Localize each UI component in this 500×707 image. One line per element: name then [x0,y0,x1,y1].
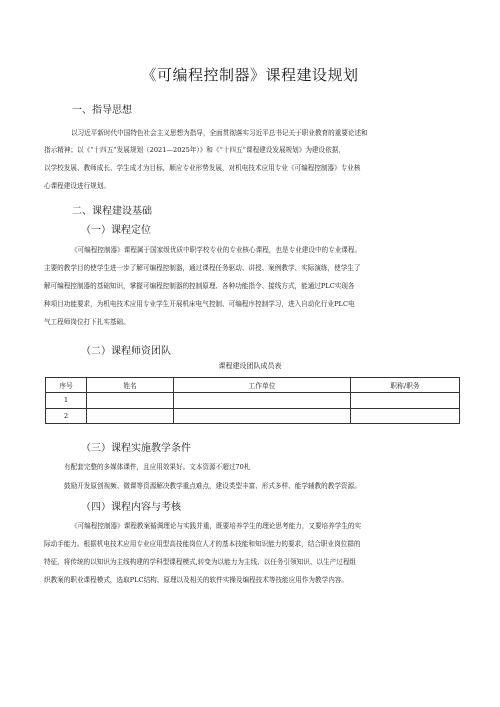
paragraph-line: 织教案的职业课程模式，选取PLC结构、原理以及相关的软件实操及编程技术等技能应用作为教学内容。 [44,576,348,584]
paragraph-line: 鼓励开发原创视频、微课等资源解决教学重点难点，建设类型丰富、形式多样、能学辅教的教学资源。 [64,482,361,490]
table-cell [174,393,351,409]
table-row [46,393,460,409]
table-cell [174,408,351,424]
table-cell [351,393,460,409]
subsection-heading-content-assessment: （四）课程内容与考核 [81,502,181,513]
table-row [46,408,460,424]
section-heading-course-foundation: 二、课程建设基础 [72,206,152,217]
paragraph-line: 特征，将传统的以知识为主线构建的学科型课程模式,转变为以能力为主线、以任务引领知识、以生产过程组 [44,558,357,566]
table-header-cell: 姓名 [87,378,174,393]
team-members-table [45,377,460,424]
paragraph-line: 心课程建设进行规划。 [44,182,110,190]
paragraph-line: 解可编程控制器的基础知识，掌握可编程控制器的控制原理、各种功能指令、接线方式，能通过PLC实现各 [44,282,355,290]
table-header-cell: 工作单位 [174,378,351,393]
paragraph-line: 《可编程控制器》课程属于国家级优质中职学校专业的专业核心课程，也是专业建设中的专业课程。 [71,246,362,254]
paragraph-line: 主要的教学目的使学生进一步了解可编程控制器，通过课程任务驱动、讲授、案例教学、实际演练，使学生了 [44,264,361,272]
table-header-row [46,378,460,393]
table-cell: 1 [46,393,87,409]
paragraph-line: 《可编程控制器》课程教案循调理论与实践并重，既要培养学生的理论思考能力，又要培养学生的实 [71,522,362,530]
table-cell [351,408,460,424]
subsection-heading-positioning: （一）课程定位 [81,225,151,236]
paragraph-line: 种项目功能要求，为机电技术应用专业学生开展机床电气控制、可编程序控制学习，进入自动化行业PLC电 [44,300,355,308]
table-cell [87,408,174,424]
table-caption: 课程建设团队成员表 [218,362,282,370]
paragraph-line: 以学校发展、教师成长、学生成才为目标，顺应专业形势发展，对机电技术应用专业《可编程控制器》专业核 [44,164,361,172]
paragraph-line: 际动手能力。根据机电技术应用专业应用型高技能岗位人才的基本技能和知识能力的要求，结合职业岗位群的 [44,540,361,548]
paragraph-line: 气工程师岗位打下扎实基础。 [44,318,130,326]
table-header-cell: 职称/职务 [351,378,460,393]
document-title: 《可编程控制器》课程建设规划 [141,66,359,84]
paragraph-line: 指示精神；以《“十四五”发展规划（2021—2025年）》和《“十四五”课程建设发展规划》为建设依据， [44,146,345,154]
subsection-heading-teaching-conditions: （三）课程实施教学条件 [81,443,191,454]
subsection-heading-teaching-team: （二）课程师资团队 [81,346,171,357]
paragraph-line: 有配套完整的多媒体课件，且应用效果好。文本资源不超过70札 [64,463,251,471]
table-cell: 2 [46,408,87,424]
table-header-cell: 序号 [46,378,87,393]
paragraph-line: 以习近平新时代中国特色社会主义思想为指导，全面贯彻落实习近平总书记关于职业教育的重要论述和 [71,129,368,137]
section-heading-guiding-ideology: 一、指导思想 [72,105,132,116]
table-cell [87,393,174,409]
